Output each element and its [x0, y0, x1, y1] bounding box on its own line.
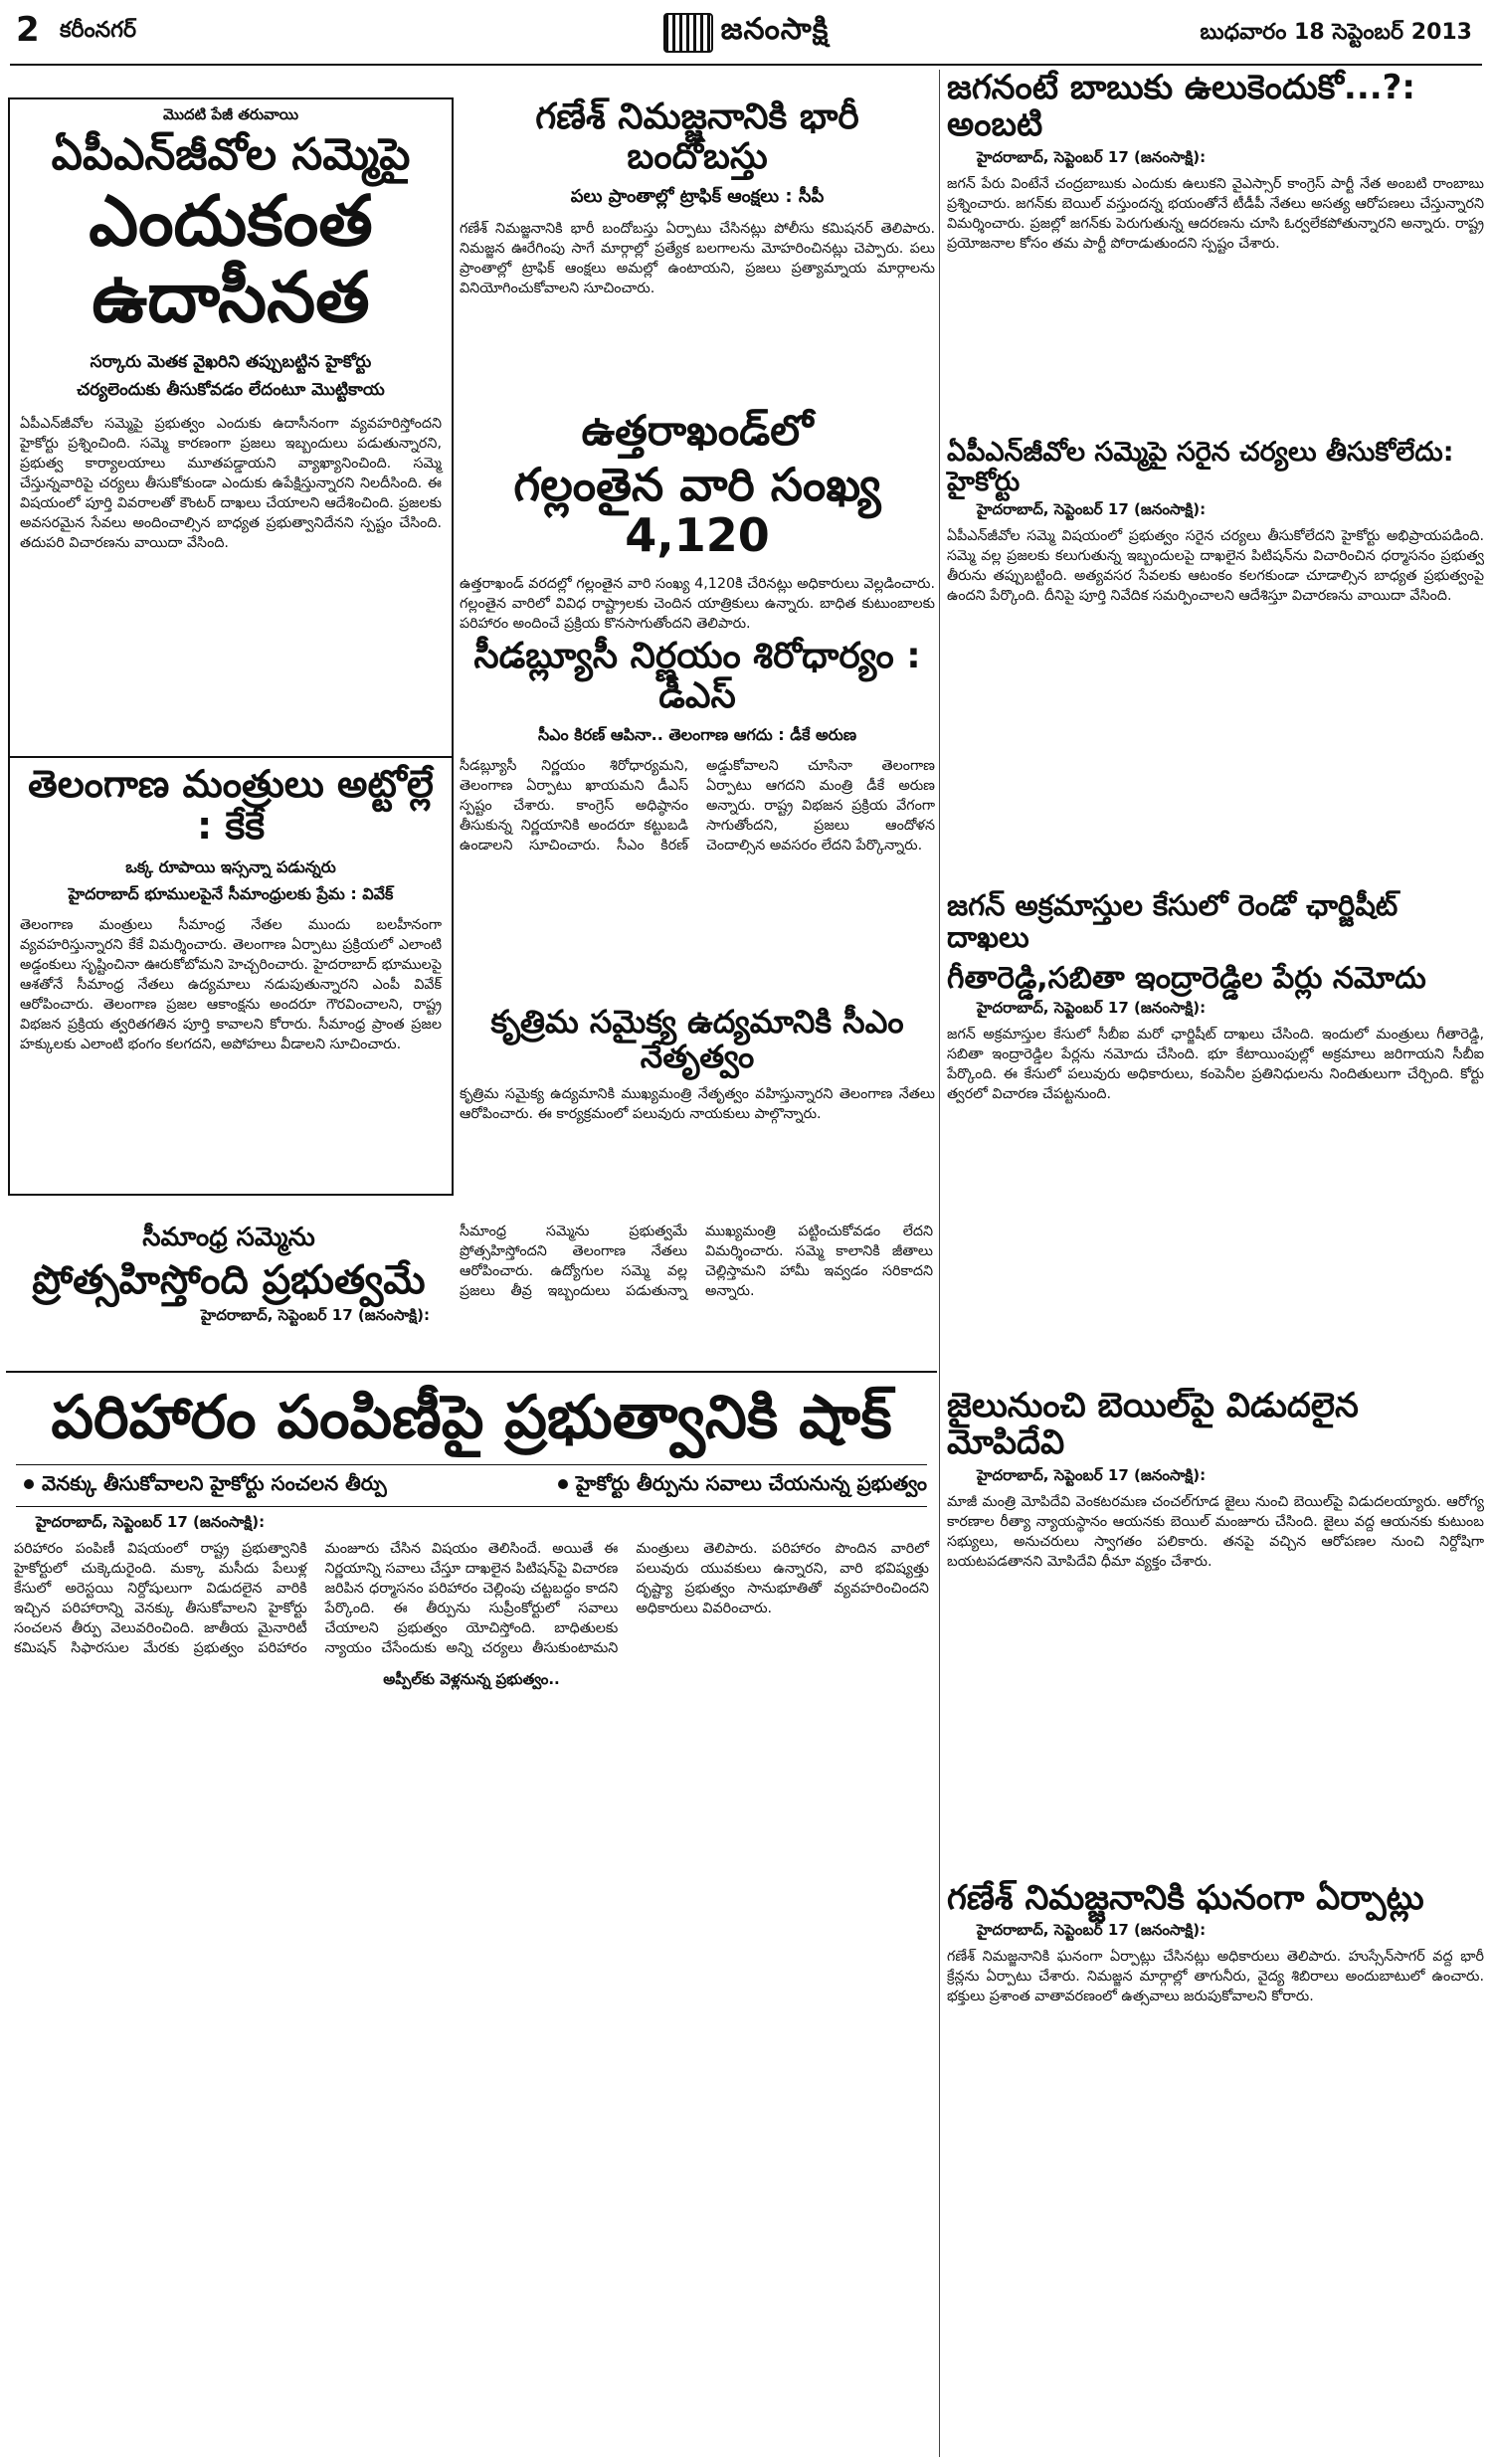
cwc-subheadline: సీఎం కిరణ్‌ ఆపినా.. తెలంగాణ ఆగదు : డీకే అరుణ	[537, 725, 857, 745]
masthead-logo-icon	[663, 13, 713, 53]
seemandhra-body-box	[460, 1222, 933, 1366]
bullet-icon	[24, 1479, 34, 1489]
artificial-movement-story	[460, 1005, 935, 1184]
ambati-byline: హైదరాబాద్‌, సెప్టెంబర్‌ 17 (జనంసాక్షి):	[977, 147, 1207, 166]
jagan-chargesheet-body: జగన్‌ అక్రమాస్తుల కేసులో సీబీఐ మరో ఛార్జిషీట్‌ దాఖలు చేసింది. ఇందులో మంత్రులు గీతారెడ్డి, సబితా ఇంద్రారెడ్డిల పేర్లను నమోదు చేసింది. భూ కేటాయింపుల్లో అక్రమాలు జరిగాయని సీబీఐ పేర్కొంది. ఈ కేసులో పలువురు అధికారులు, కంపెనీల ప్రతినిధులను నిందితులుగా చేర్చింది. కోర్టు త్వరలో విచారణ చేపట్టనుంది.	[947, 1026, 1484, 1102]
ganesh-grand-body: గణేశ్‌ నిమజ్జనానికి ఘనంగా ఏర్పాట్లు చేసినట్లు అధికారులు తెలిపారు. హుస్సేన్‌సాగర్‌ వద్ద భారీ క్రేన్లను ఏర్పాటు చేశారు. నిమజ్జన మార్గాల్లో తాగునీరు, వైద్య శిబిరాలు అందుబాటులో ఉంచారు. భక్తులు ప్రశాంత వాతావరణంలో ఉత్సవాలు జరుపుకోవాలని కోరారు.	[947, 1949, 1484, 2005]
hc-no-action-byline: హైదరాబాద్‌, సెప్టెంబర్‌ 17 (జనంసాక్షి):	[977, 500, 1207, 519]
mopidevi-body: మాజీ మంత్రి మోపిదేవి వెంకటరమణ చంచల్‌గూడ జైలు నుంచి బెయిల్‌పై విడుదలయ్యారు. ఆరోగ్య కారణాల రీత్యా న్యాయస్థానం ఆయనకు బెయిల్‌ మంజూరు చేసింది. జైలు వద్ద ఆయనకు కుటుంబ సభ్యులు, అనుచరులు స్వాగతం పలికారు. తనపై వచ్చిన ఆరోపణల నుంచి నిర్దోషిగా బయటపడతానని మోపిదేవి ధీమా వ్యక్తం చేశారు.	[947, 1493, 1484, 1570]
kk-headline: తెలంగాణ మంత్రులు అట్టోల్లే : కేకే	[28, 762, 434, 848]
seemandhra-byline: హైదరాబాద్‌, సెప్టెంబర్‌ 17 (జనంసాక్షి):	[200, 1305, 430, 1324]
ambati-body: జగన్‌ పేరు వింటేనే చంద్రబాబుకు ఎందుకు ఉలుకని వైఎస్సార్‌ కాంగ్రెస్‌ పార్టీ నేత అంబటి రాంబాబు ప్రశ్నించారు. జగన్‌కు బెయిల్‌ వస్తుందన్న భయంతోనే టీడీపీ నేతలు అసత్య ఆరోపణలు చేస్తున్నారని విమర్శించారు. ప్రజల్లో జగన్‌కు పెరుగుతున్న ఆదరణను చూసి ఓర్వలేకపోతున్నారని అన్నారు. రాష్ట్ర ప్రయోజనాల కోసం తమ పార్టీ పోరాడుతుందని స్పష్టం చేశారు.	[947, 175, 1484, 252]
hc-no-action-story	[947, 438, 1484, 865]
mopidevi-story	[947, 1388, 1484, 1855]
ganesh-security-body: గణేశ్‌ నిమజ్జనానికి భారీ బందోబస్తు ఏర్పాటు చేసినట్లు పోలీసు కమిషనర్‌ తెలిపారు. నిమజ్జన ఊరేగింపు సాగే మార్గాల్లో ప్రత్యేక బలగాలను మోహరించినట్లు చెప్పారు. పలు ప్రాంతాల్లో ట్రాఫిక్‌ ఆంక్షలు అమల్లో ఉంటాయని, ప్రజలు ప్రత్యామ్నాయ మార్గాలను వినియోగించుకోవాలని సూచించారు.	[460, 221, 935, 297]
ambati-story	[947, 70, 1484, 408]
divider	[6, 1371, 937, 1373]
uttarakhand-headline-2: గల్లంతైన వారి సంఖ్య 4,120	[513, 458, 881, 562]
apngos-subheadline-1: సర్కారు మెతక వైఖరిని తప్పుబట్టిన హైకోర్టు	[90, 352, 372, 373]
kk-subheadline-2: హైదరాబాద్‌ భూములపైనే సీమాంధ్రులకు ప్రేమ : వివేక్‌	[68, 883, 394, 903]
hc-no-action-body: ఏపీఎన్‌జీవోల సమ్మె విషయంలో ప్రభుత్వం సరైన చర్యలు తీసుకోలేదని హైకోర్టు అభిప్రాయపడింది. సమ్మె వల్ల ప్రజలకు కలుగుతున్న ఇబ్బందులపై దాఖలైన పిటిషన్‌ను విచారించిన ధర్మాసనం ప్రభుత్వ తీరును తప్పుబట్టింది. అత్యవసర సేవలకు ఆటంకం కలగకుండా చూడాల్సిన బాధ్యత ప్రభుత్వంపై ఉందని పేర్కొంది. దీనిపై పూర్తి నివేదిక సమర్పించాలని ఆదేశిస్తూ విచారణను వాయిదా వేసింది.	[947, 528, 1484, 605]
jagan-chargesheet-story	[947, 890, 1484, 1348]
compensation-bullet-1: వెనక్కు తీసుకోవాలని హైకోర్టు సంచలన తీర్పు	[16, 1471, 387, 1500]
seemandhra-headline: ప్రోత్సహిస్తోంది ప్రభుత్వమే	[32, 1256, 426, 1303]
seemandhra-story	[8, 1224, 450, 1363]
bullet-icon	[558, 1479, 568, 1489]
apngos-kicker: మొదటి పేజీ తరువాయి	[162, 105, 299, 123]
masthead	[607, 10, 885, 56]
compensation-headline: పరిహారం పంపిణీపై ప్రభుత్వానికి షాక్‌	[51, 1383, 892, 1452]
uttarakhand-headline-1: ఉత్తరాఖండ్‌లో	[581, 406, 814, 455]
issue-date: బుధవారం 18 సెప్టెంబర్ 2013	[1200, 20, 1472, 45]
seemandhra-body: సీమాంధ్ర సమ్మెను ప్రభుత్వమే ప్రోత్సహిస్తోందని తెలంగాణ నేతలు ఆరోపించారు. ఉద్యోగుల సమ్మె వల్ల ప్రజలు తీవ్ర ఇబ్బందులు పడుతున్నా ముఖ్యమంత్రి పట్టించుకోవడం లేదని విమర్శించారు. సమ్మె కాలానికి జీతాలు చెల్లిస్తామని హామీ ఇవ్వడం సరికాదని అన్నారు.	[460, 1224, 933, 1299]
compensation-byline: హైదరాబాద్‌, సెప్టెంబర్‌ 17 (జనంసాక్షి):	[36, 1513, 266, 1531]
compensation-body: పరిహారం పంపిణీ విషయంలో రాష్ట్ర ప్రభుత్వానికి హైకోర్టులో చుక్కెదురైంది. మక్కా మసీదు పేలుళ్ల కేసులో అరెస్టయి నిర్దోషులుగా విడుదలైన వారికి ఇచ్చిన పరిహారాన్ని వెనక్కు తీసుకోవాలని హైకోర్టు సంచలన తీర్పు వెలువరించింది. జాతీయ మైనారిటీ కమిషన్‌ సిఫారసుల మేరకు ప్రభుత్వం పరిహారం మంజూరు చేసిన విషయం తెలిసిందే. అయితే ఈ నిర్ణయాన్ని సవాలు చేస్తూ దాఖలైన పిటిషన్‌పై విచారణ జరిపిన ధర్మాసనం పరిహారం చెల్లింపు చట్టబద్ధం కాదని పేర్కొంది. ఈ తీర్పును సుప్రీంకోర్టులో సవాలు చేయాలని ప్రభుత్వం యోచిస్తోంది. బాధితులకు న్యాయం చేసేందుకు అన్ని చర్యలు తీసుకుంటామని మంత్రులు తెలిపారు. పరిహారం పొందిన వారిలో పలువురు యువకులు ఉన్నారని, వారి భవిష్యత్తు దృష్ట్యా ప్రభుత్వం సానుభూతితో వ్యవహరించిందని అధికారులు వివరించారు.	[14, 1541, 929, 1656]
ganesh-grand-story	[947, 1880, 1484, 2447]
kk-subheadline-1: ఒక్క రూపాయి ఇస్సన్నా పడున్నరు	[125, 856, 336, 876]
jagan-chargesheet-subheadline: గీతారెడ్డి,సబితా ఇంద్రారెడ్డిల పేర్లు నమోదు	[947, 960, 1426, 996]
masthead-title: జనంసాక్షి	[720, 12, 830, 47]
kk-body: తెలంగాణ మంత్రులు సీమాంధ్ర నేతల ముందు బలహీనంగా వ్యవహరిస్తున్నారని కేకే విమర్శించారు. తెలంగాణ ఏర్పాటు ప్రక్రియలో ఎలాంటి అడ్డంకులు సృష్టించినా ఊరుకోబోమని హెచ్చరించారు. హైదరాబాద్‌ భూములపై ఆశతోనే సీమాంధ్ర నేతలు ఉద్యమాలు నడుపుతున్నారని ఎంపీ వివేక్‌ ఆరోపించారు. తెలంగాణ ప్రజల ఆకాంక్షను అందరూ గౌరవించాలని, రాష్ట్ర విభజన ప్రక్రియ త్వరితగతిన పూర్తి కావాలని కోరారు. సీమాంధ్ర ప్రాంత ప్రజల హక్కులకు ఎలాంటి భంగం కలగదని, అపోహలు వీడాలని సూచించారు.	[20, 916, 442, 1052]
ambati-headline: జగనంటే బాబుకు ఉలుకెందుకో...?: అంబటి	[947, 68, 1415, 145]
seemandhra-kicker: సీమాంధ్ర సమ్మెను	[142, 1223, 315, 1252]
apngos-headline-1: ఏపీఎన్‌జీవోల సమ్మెపై	[51, 129, 411, 180]
compensation-story	[6, 1371, 937, 2457]
artificial-movement-body: కృత్రిమ సమైక్య ఉద్యమానికి ముఖ్యమంత్రి నేతృత్వం వహిస్తున్నారని తెలంగాణ నేతలు ఆరోపించారు. ఈ కార్యక్రమంలో పలువురు నాయకులు పాల్గొన్నారు.	[460, 1086, 935, 1123]
compensation-subhead: అప్పీల్‌కు వెళ్లనున్న ప్రభుత్వం..	[383, 1670, 560, 1688]
page-number: 2	[16, 10, 40, 50]
uttarakhand-story	[460, 406, 935, 633]
edition-location: కరీంనగర్	[60, 18, 137, 43]
ganesh-grand-byline: హైదరాబాద్‌, సెప్టెంబర్‌ 17 (జనంసాక్షి):	[977, 1921, 1207, 1940]
apngos-subheadline-2: చర్యలెందుకు తీసుకోవడం లేదంటూ మొట్టికాయ	[77, 380, 385, 401]
uttarakhand-body: ఉత్తరాఖండ్‌ వరదల్లో గల్లంతైన వారి సంఖ్య 4,120కి చేరినట్లు అధికారులు వెల్లడించారు. గల్లంతైన వారిలో వివిధ రాష్ట్రాలకు చెందిన యాత్రికులు ఉన్నారు. బాధిత కుటుంబాలకు పరిహారం అందించే ప్రక్రియ కొనసాగుతోందని తెలిపారు.	[460, 576, 935, 633]
jagan-chargesheet-headline: జగన్‌ అక్రమాస్తుల కేసులో రెండో ఛార్జిషీట్‌ దాఖలు	[947, 888, 1399, 954]
apngos-body: ఏపీఎన్‌జీవోల సమ్మెపై ప్రభుత్వం ఎందుకు ఉదాసీనంగా వ్యవహరిస్తోందని హైకోర్టు ప్రశ్నించింది. సమ్మె కారణంగా ప్రజలు ఇబ్బందులు పడుతున్నారని, ప్రభుత్వ కార్యాలయాలు మూతపడ్డాయని వ్యాఖ్యానించింది. సమ్మె చేస్తున్నవారిపై చర్యలు తీసుకోకుండా ఎందుకు ఉపేక్షిస్తున్నారని నిలదీసింది. ఈ విషయంలో పూర్తి వివరాలతో కౌంటర్‌ దాఖలు చేయాలని ఆదేశించింది. ప్రజలకు అవసరమైన సేవలు అందించాల్సిన బాధ్యత ప్రభుత్వానిదేనని స్పష్టం చేసింది. తదుపరి విచారణను వాయిదా వేసింది.	[20, 416, 442, 552]
divider	[10, 756, 452, 758]
apngos-headline-2: ఎందుకంత ఉదాసీనత	[89, 180, 373, 339]
jagan-chargesheet-byline: హైదరాబాద్‌, సెప్టెంబర్‌ 17 (జనంసాక్షి):	[977, 998, 1207, 1017]
ganesh-security-subheadline: పలు ప్రాంతాల్లో ట్రాఫిక్‌ ఆంక్షలు : సీపీ	[570, 186, 825, 208]
cwc-body: సీడబ్ల్యూసీ నిర్ణయం శిరోధార్యమని, తెలంగాణ ఏర్పాటు ఖాయమని డీఎస్‌ స్పష్టం చేశారు. కాంగ్రెస్‌ అధిష్ఠానం తీసుకున్న నిర్ణయానికి అందరూ కట్టుబడి ఉండాలని సూచించారు. సీఎం కిరణ్‌ అడ్డుకోవాలని చూసినా తెలంగాణ ఏర్పాటు ఆగదని మంత్రి డీకే అరుణ అన్నారు. రాష్ట్ర విభజన ప్రక్రియ వేగంగా సాగుతోందని, ప్రజలు ఆందోళన చెందాల్సిన అవసరం లేదని పేర్కొన్నారు.	[460, 758, 935, 854]
ganesh-security-headline: గణేశ్‌ నిమజ్జనానికి భారీ బందోబస్తు	[535, 96, 859, 177]
ganesh-security-story	[460, 97, 935, 426]
apngos-story-box	[8, 97, 454, 1196]
page-header	[10, 8, 1482, 66]
artificial-movement-headline: కృత్రిమ సమైక్య ఉద్యమానికి సీఎం నేతృత్వం	[490, 1003, 904, 1076]
column-separator	[939, 70, 940, 2457]
ganesh-grand-headline: గణేశ్‌ నిమజ్జనానికి ఘనంగా ఏర్పాట్లు	[947, 1878, 1424, 1918]
cwc-story	[460, 637, 935, 1005]
mopidevi-byline: హైదరాబాద్‌, సెప్టెంబర్‌ 17 (జనంసాక్షి):	[977, 1465, 1207, 1484]
compensation-bullet-2: హైకోర్టు తీర్పును సవాలు చేయనున్న ప్రభుత్వం	[550, 1471, 927, 1500]
hc-no-action-headline: ఏపీఎన్‌జీవోల సమ్మెపై సరైన చర్యలు తీసుకోలేదు: హైకోర్టు	[947, 437, 1454, 497]
mopidevi-headline: జైలునుంచి బెయిల్‌పై విడుదలైన మోపిదేవి	[947, 1386, 1359, 1463]
cwc-headline: సీడబ్ల్యూసీ నిర్ణయం శిరోధార్యం : డీఎస్‌	[473, 636, 921, 716]
